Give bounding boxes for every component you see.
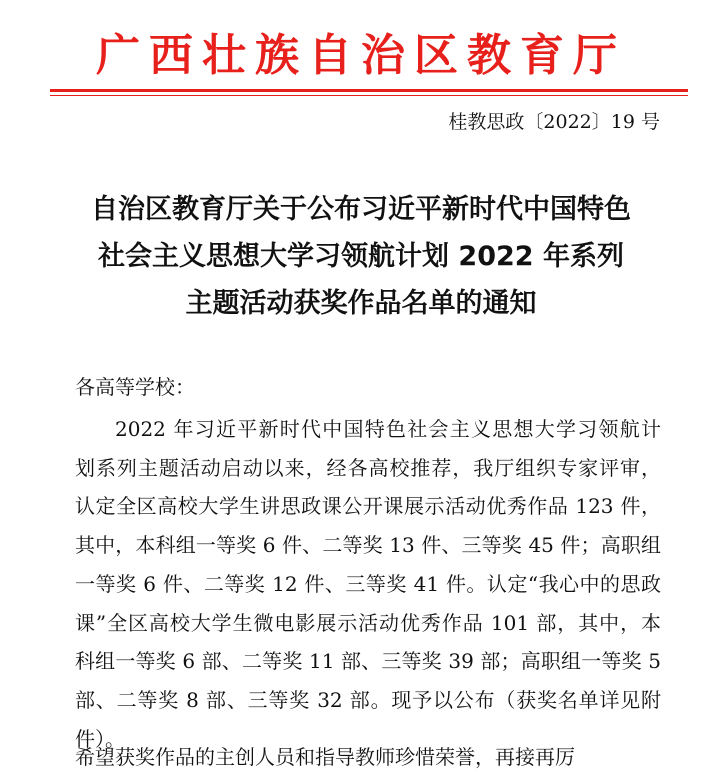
document-title [40,186,682,327]
body-paragraph [75,410,661,758]
body-line: 其中，本科组一等奖 6 件、二等奖 13 件、三等奖 45 件；高职组 [75,533,661,558]
header-rule-thick [50,89,688,92]
salutation: 各高等学校： [75,375,195,399]
body-line: 2022 年习近平新时代中国特色社会主义思想大学习领航计 [115,417,661,441]
next-paragraph-partial: 希望获奖作品的主创人员和指导教师珍惜荣誉，再接再厉 [75,745,575,769]
title-line-1: 自治区教育厅关于公布习近平新时代中国特色 [91,194,631,225]
title-line-2: 社会主义思想大学习领航计划 2022 年系列 [98,241,624,272]
header-rule-thin [50,95,688,96]
body-line: 课”全区高校大学生微电影展示活动优秀作品 101 部，其中，本 [75,610,661,635]
issuer-header-title: 广西壮族自治区教育厅 [96,30,626,81]
body-line: 部、二等奖 8 部、三等奖 32 部。现予以公布（获奖名单详见附 [75,687,661,712]
body-line: 认定全区高校大学生讲思政课公开课展示活动优秀作品 123 件， [75,494,661,519]
body-line: 科组一等奖 6 部、二等奖 11 部、三等奖 39 部；高职组一等奖 5 [75,649,661,674]
document-number: 桂教思政〔2022〕19 号 [448,111,660,133]
body-line: 一等奖 6 件、二等奖 12 件、三等奖 41 件。认定“我心中的思政 [75,571,661,596]
body-line: 件）。 [75,726,125,751]
title-line-3: 主题活动获奖作品名单的通知 [185,288,537,319]
body-line: 划系列主题活动启动以来，经各高校推荐，我厅组织专家评审， [75,455,661,480]
